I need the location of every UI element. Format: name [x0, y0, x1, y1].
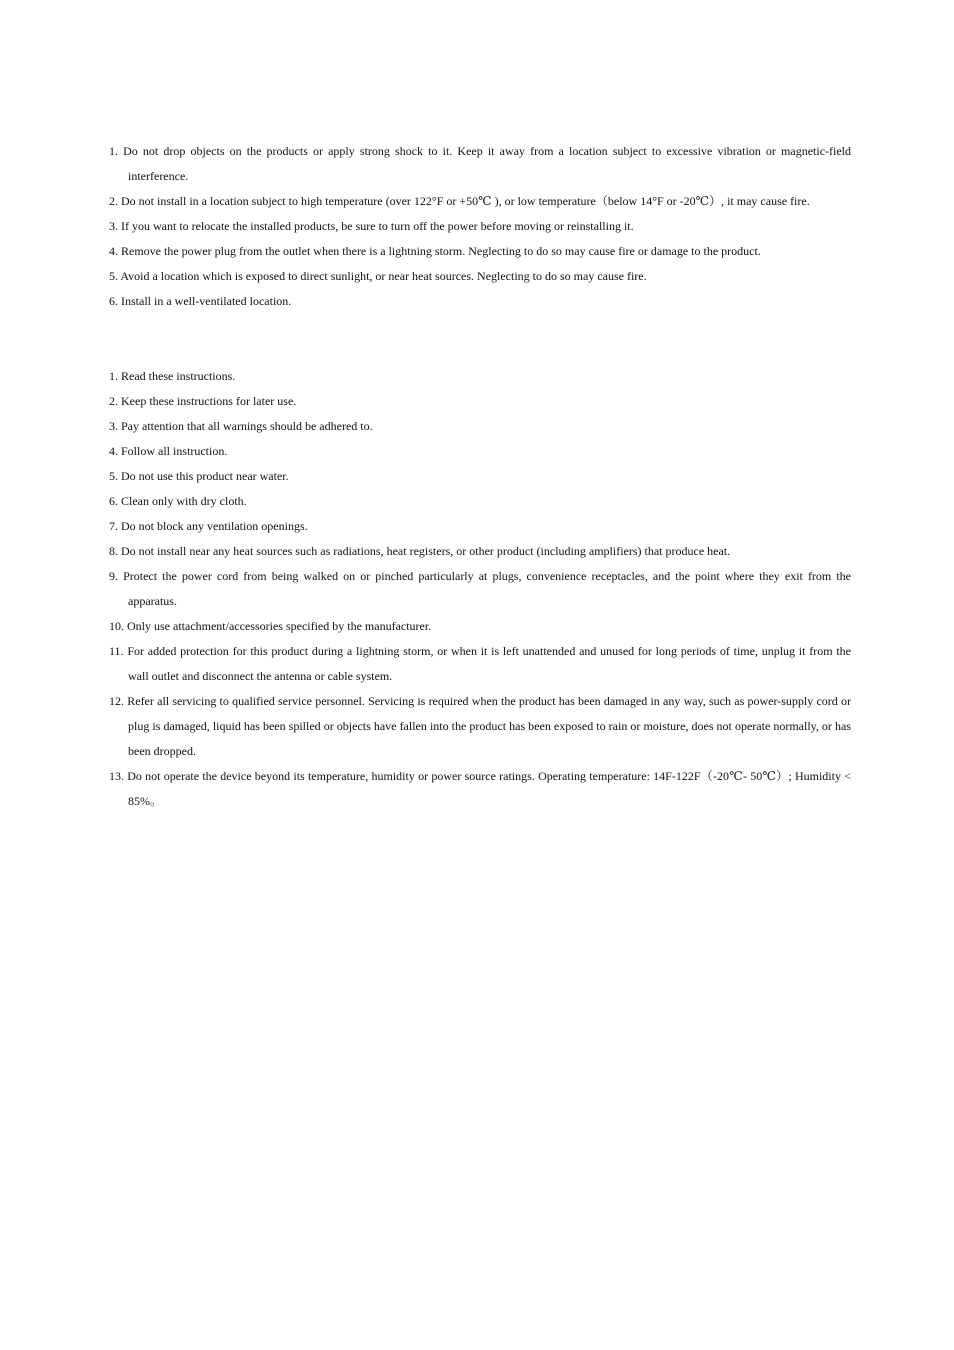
- precaution-item-2: 2. Do not install in a location subject to high temperature (over 122°F or +50℃ ), or low temperature（below 14°F or -20℃）, it may cause fire.: [109, 194, 810, 208]
- precaution-item-4: 4. Remove the power plug from the outlet when there is a lightning storm. Neglecting to do so may cause fire or damage to the product.: [109, 244, 761, 258]
- precaution-item-5: 5. Avoid a location which is exposed to direct sunlight, or near heat sources. Neglecting to do so may cause fire.: [109, 269, 647, 283]
- instruction-item-7: 7. Do not block any ventilation openings.: [109, 519, 308, 533]
- instruction-item-4: 4. Follow all instruction.: [109, 444, 228, 458]
- instruction-item-3: 3. Pay attention that all warnings should be adhered to.: [109, 419, 373, 433]
- instruction-item-1: 1. Read these instructions.: [109, 369, 236, 383]
- instruction-item-8: 8. Do not install near any heat sources such as radiations, heat registers, or other product (including amplifiers) that produce heat.: [109, 544, 731, 558]
- instruction-item-13: 13. Do not operate the device beyond its temperature, humidity or power source ratings. Operating temperature: 14F-122F（-20℃- 50℃）; Humidity < 85%。: [109, 769, 851, 808]
- instruction-item-9: 9. Protect the power cord from being walked on or pinched particularly at plugs, convenience receptacles, and the point where they exit from the apparatus.: [109, 569, 851, 608]
- precautions-list: [109, 139, 851, 314]
- instruction-item-2: 2. Keep these instructions for later use.: [109, 394, 297, 408]
- instruction-item-6: 6. Clean only with dry cloth.: [109, 494, 247, 508]
- instruction-item-12: 12. Refer all servicing to qualified service personnel. Servicing is required when the product has been damaged in any way, such as power-supply cord or plug is damaged, liquid has been spilled or objects have fallen into the product has been exposed to rain or moisture, does not operate normally, or has been dropped.: [109, 694, 851, 758]
- instructions-list: [109, 364, 851, 814]
- precaution-item-6: 6. Install in a well-ventilated location.: [109, 294, 292, 308]
- instruction-item-5: 5. Do not use this product near water.: [109, 469, 289, 483]
- instruction-item-10: 10. Only use attachment/accessories specified by the manufacturer.: [109, 619, 432, 633]
- precaution-item-1: 1. Do not drop objects on the products or apply strong shock to it. Keep it away from a location subject to excessive vibration or magnetic-field interference.: [109, 144, 851, 183]
- instruction-item-11: 11. For added protection for this product during a lightning storm, or when it is left unattended and unused for long periods of time, unplug it from the wall outlet and disconnect the antenna or cable system.: [109, 644, 851, 683]
- precaution-item-3: 3. If you want to relocate the installed products, be sure to turn off the power before moving or reinstalling it.: [109, 219, 634, 233]
